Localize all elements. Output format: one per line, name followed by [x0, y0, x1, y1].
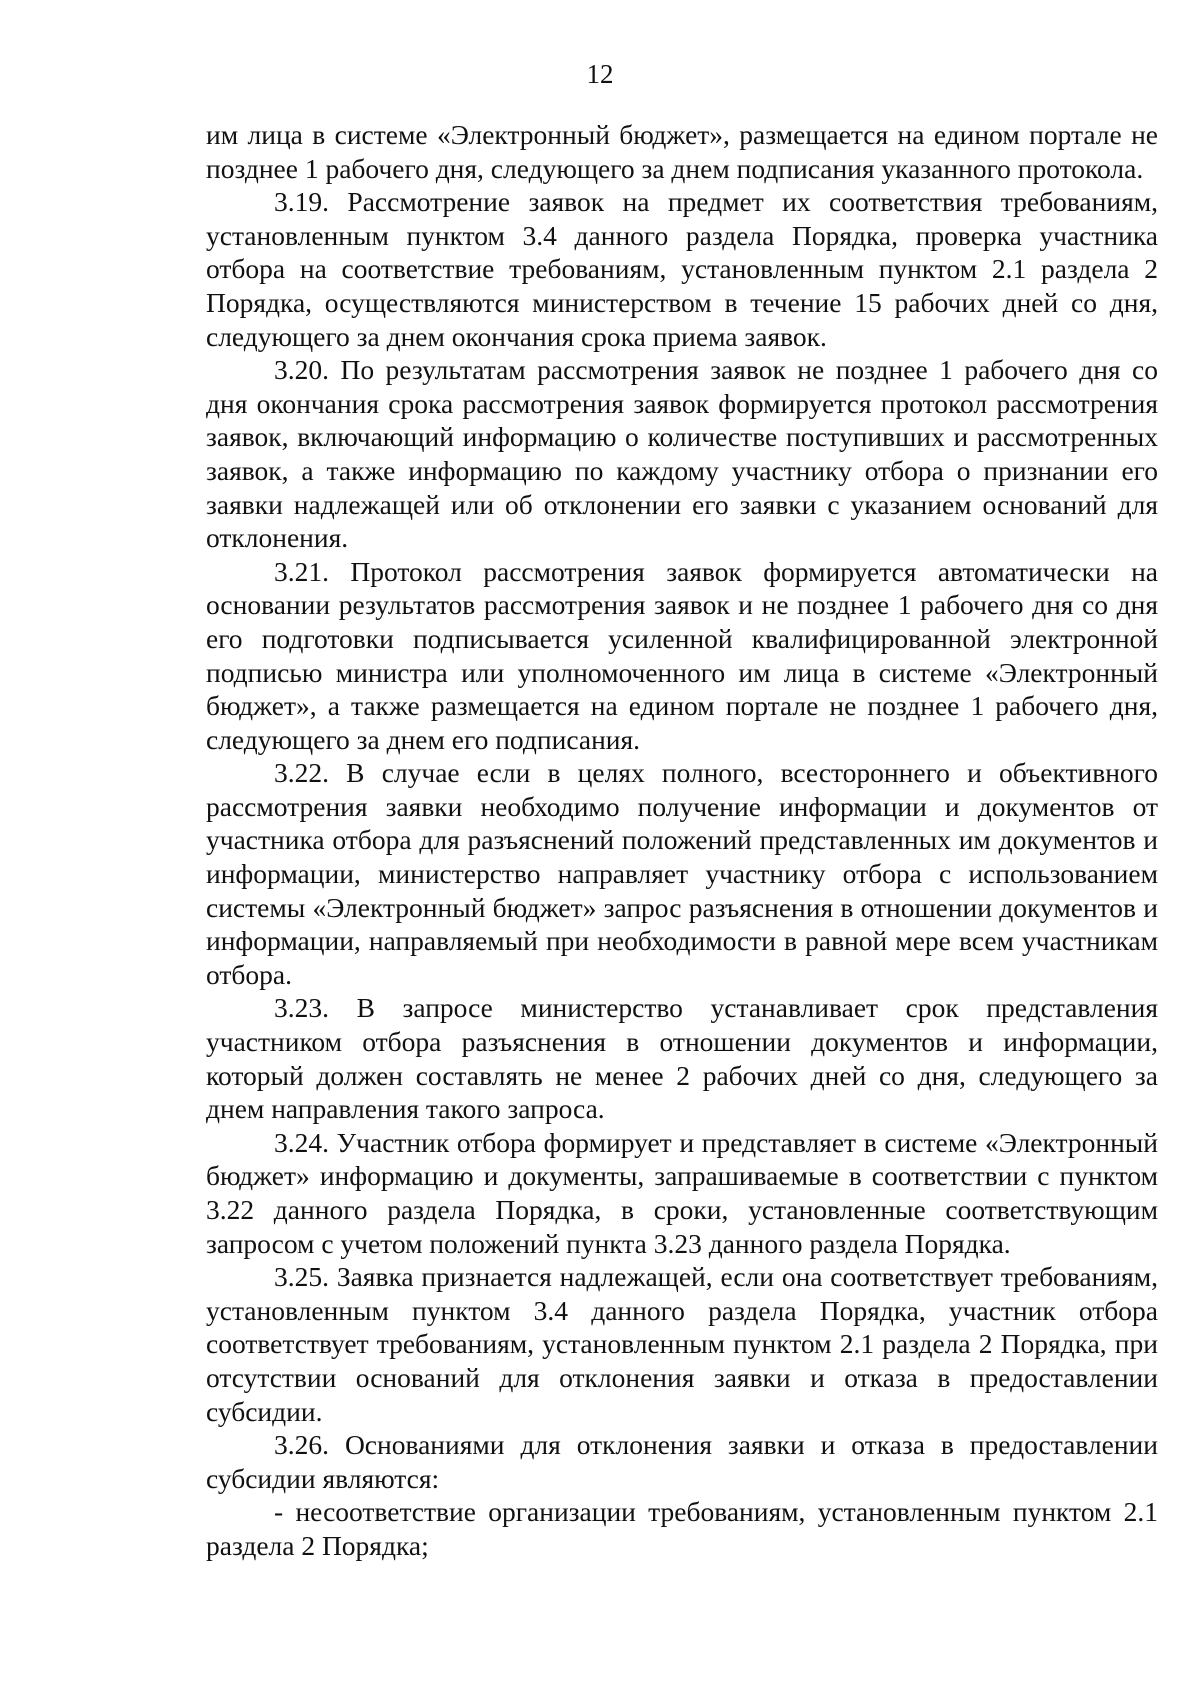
paragraph-3-20: 3.20. По результатам рассмотрения заявок не позднее 1 рабочего дня со дня окончания срока рассмотрения заявок формируется протокол рассмотрения заявок, включающий информацию о количестве поступивших и рассмотренных заявок, а также информацию по каждому участнику отбора о признании его заявки надлежащей или об отклонении его заявки с указанием оснований для отклонения.	[206, 354, 1158, 554]
paragraph-3-23: 3.23. В запросе министерство устанавливает срок представления участником отбора разъяснения в отношении документов и информации, который должен составлять не менее 2 рабочих дней со дня, следующего за днем направления такого запроса.	[206, 992, 1158, 1125]
paragraph-3-21: 3.21. Протокол рассмотрения заявок формируется автоматически на основании результатов рассмотрения заявок и не позднее 1 рабочего дня со дня его подготовки подписывается усиленной квалифицированной электронной подписью министра или уполномоченного им лица в системе «Электронный бюджет», а также размещается на едином портале не позднее 1 рабочего дня, следующего за днем его подписания.	[206, 555, 1158, 755]
paragraph-3-22: 3.22. В случае если в целях полного, всестороннего и объективного рассмотрения заявки необходимо получение информации и документов от участника отбора для разъяснений положений представленных им документов и информации, министерство направляет участнику отбора с использованием системы «Электронный бюджет» запрос разъяснения в отношении документов и информации, направляемый при необходимости в равной мере всем участникам отбора.	[206, 757, 1158, 990]
list-item: - несоответствие организации требованиям, установленным пунктом 2.1 раздела 2 Порядка;	[206, 1496, 1158, 1561]
paragraph-3-26: 3.26. Основаниями для отклонения заявки и отказа в предоставлении субсидии являются:	[206, 1429, 1158, 1494]
page-number: 12	[586, 59, 614, 89]
document-body	[206, 118, 1158, 1563]
paragraph-3-19: 3.19. Рассмотрение заявок на предмет их соответствия требованиям, установленным пунктом 3.4 данного раздела Порядка, проверка участника отбора на соответствие требованиям, установленным пунктом 2.1 раздела 2 Порядка, осуществляются министерством в течение 15 рабочих дней со дня, следующего за днем окончания срока приема заявок.	[206, 186, 1158, 352]
paragraph-3-24: 3.24. Участник отбора формирует и представляет в системе «Электронный бюджет» информацию и документы, запрашиваемые в соответствии с пунктом 3.22 данного раздела Порядка, в сроки, установленные соответствующим запросом с учетом положений пункта 3.23 данного раздела Порядка.	[206, 1126, 1158, 1259]
paragraph-continuation: им лица в системе «Электронный бюджет», размещается на едином портале не позднее 1 рабочего дня, следующего за днем подписания указанного протокола.	[206, 119, 1158, 184]
paragraph-3-25: 3.25. Заявка признается надлежащей, если она соответствует требованиям, установленным пунктом 3.4 данного раздела Порядка, участник отбора соответствует требованиям, установленным пунктом 2.1 раздела 2 Порядка, при отсутствии оснований для отклонения заявки и отказа в предоставлении субсидии.	[206, 1261, 1158, 1427]
